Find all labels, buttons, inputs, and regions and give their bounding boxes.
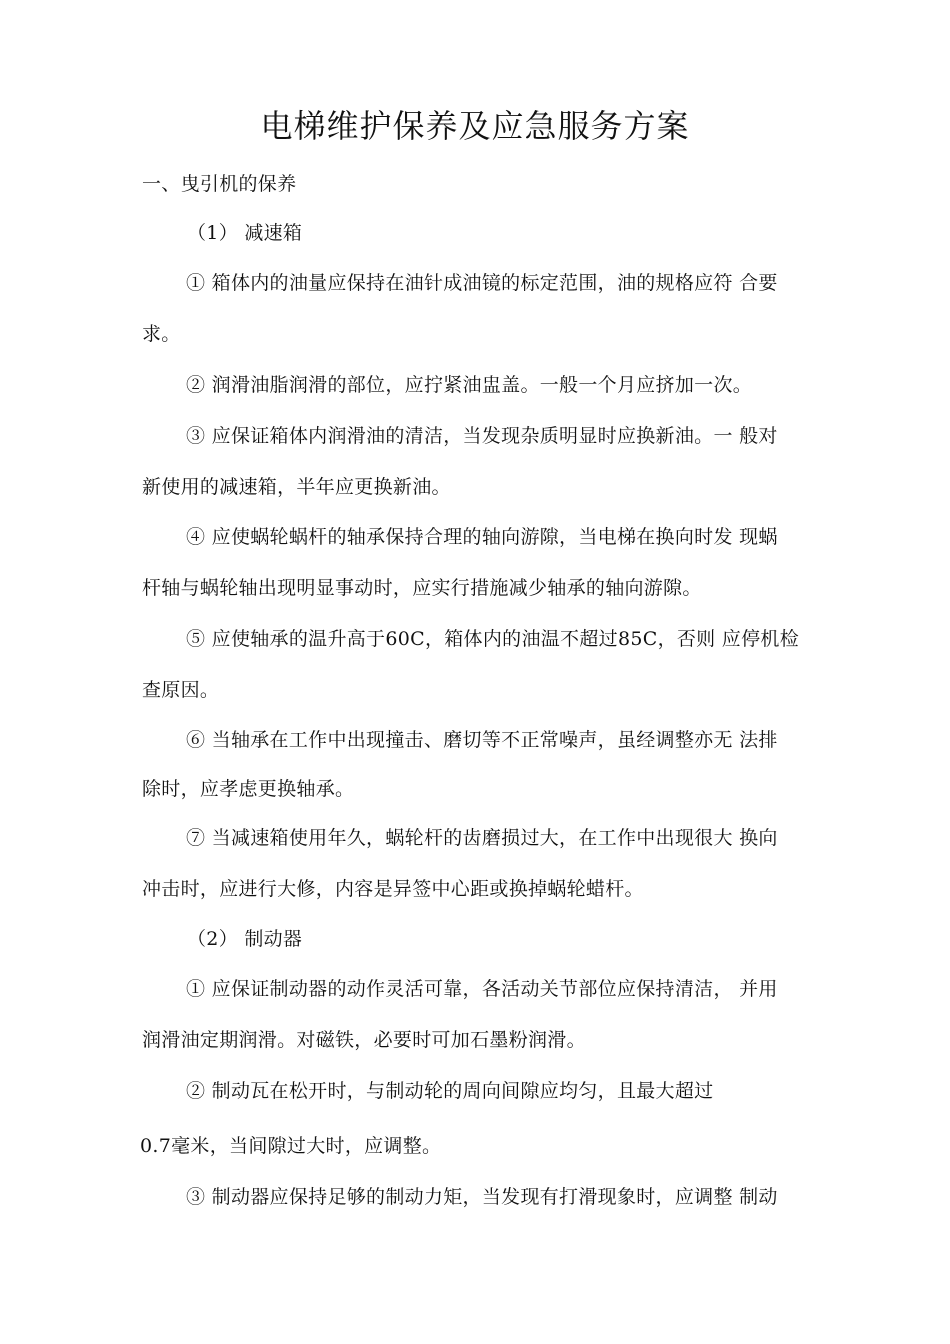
paragraph-line: ③ 应保证箱体内润滑油的清洁，当发现杂质明显时应换新油。一 般对	[186, 425, 778, 447]
paragraph-line: ⑦ 当减速箱使用年久，蜗轮杆的齿磨损过大，在工作中出现很大 换向	[186, 827, 778, 849]
paragraph-line: ② 润滑油脂润滑的部位，应拧紧油盅盖。一般一个月应挤加一次。	[186, 374, 753, 396]
paragraph-line: ② 制动瓦在松开时，与制动轮的周向间隙应均匀，且最大超过	[186, 1080, 714, 1102]
paragraph-line: ⑥ 当轴承在工作中出现撞击、磨切等不正常噪声，虽经调整亦无 法排	[186, 729, 778, 751]
section-heading: 一、曳引机的保养	[142, 173, 297, 195]
paragraph-line: 冲击时，应进行大修，内容是异签中心距或换掉蜗轮蜡杆。	[142, 878, 644, 900]
subsection-heading: （2） 制动器	[187, 928, 303, 950]
paragraph-line: 新使用的减速箱，半年应更换新油。	[142, 476, 451, 498]
paragraph-line: 杆轴与蜗轮轴出现明显事动时，应实行措施减少轴承的轴向游隙。	[142, 577, 702, 599]
page-title: 电梯维护保养及应急服务方案	[260, 107, 690, 145]
paragraph-line: ① 箱体内的油量应保持在油针成油镜的标定范围，油的规格应符 合要	[186, 272, 778, 294]
paragraph-line: 求。	[142, 323, 181, 345]
paragraph-line: ③ 制动器应保持足够的制动力矩，当发现有打滑现象时，应调整 制动	[186, 1186, 778, 1208]
paragraph-line: 除时，应孝虑更换轴承。	[142, 778, 355, 800]
paragraph-line: ① 应保证制动器的动作灵活可靠，各活动关节部位应保持清洁， 并用	[186, 978, 778, 1000]
subsection-heading: （1） 减速箱	[187, 222, 303, 244]
paragraph-line: 润滑油定期润滑。对磁铁，必要时可加石墨粉润滑。	[142, 1029, 586, 1051]
paragraph-line: ④ 应使蜗轮蜗杆的轴承保持合理的轴向游隙，当电梯在换向时发 现蜗	[186, 526, 778, 548]
paragraph-line: ⑤ 应使轴承的温升高于60C，箱体内的油温不超过85C，否则 应停机检	[186, 628, 800, 650]
paragraph-line: 查原因。	[142, 679, 220, 701]
paragraph-line: 0.7毫米，当间隙过大时，应调整。	[140, 1135, 442, 1157]
